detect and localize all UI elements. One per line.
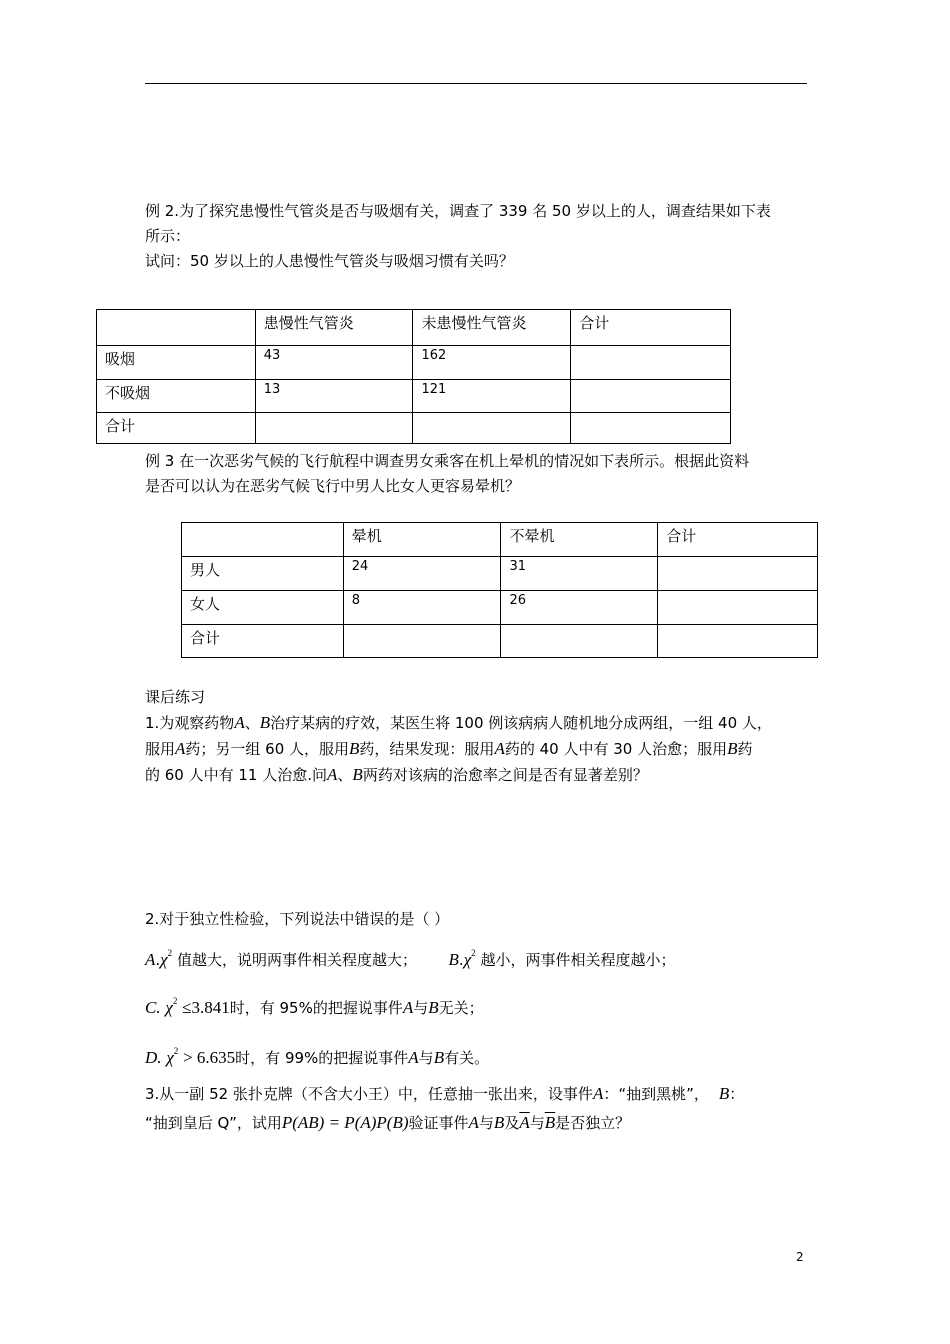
text: 两药对该病的治愈率之间是否有显著差别？: [362, 766, 648, 784]
text: 、: [244, 714, 260, 732]
table-cell: [571, 380, 731, 413]
math-value: > 6.635: [183, 1048, 236, 1067]
text: 药: [737, 740, 753, 758]
table-cell: 162: [413, 346, 571, 380]
math-symbol: A: [468, 1113, 479, 1132]
text: 服用: [145, 740, 176, 758]
text: 与: [418, 1049, 434, 1067]
text: 、: [337, 766, 353, 784]
text: ：“抽到黑桃”，: [603, 1085, 709, 1103]
table-cell: 合计: [182, 625, 344, 658]
q2-stem: 2.对于独立性检验，下列说法中错误的是（ ）: [145, 910, 450, 928]
math-symbol: A: [402, 998, 414, 1017]
table-row: [97, 346, 731, 380]
table-cell: 26: [501, 591, 658, 625]
table-row: [182, 591, 818, 625]
table-cell: 男人: [182, 557, 344, 591]
text: 越小，两事件相关程度越小；: [480, 951, 676, 969]
math-symbol: B: [349, 739, 360, 758]
example3-line2: 是否可以认为在恶劣气候飞行中男人比女人更容易晕机？: [145, 477, 521, 495]
smoking-table: [96, 309, 731, 444]
table-cell: [413, 413, 571, 444]
q3-line1: [145, 1083, 744, 1105]
superscript: 2: [173, 1046, 179, 1056]
math-symbol: A: [494, 739, 505, 758]
table-cell: [658, 591, 818, 625]
math-symbol-complement: $\overline{B}$: [544, 1113, 556, 1132]
formula: P(AB) = P(A)P(B): [281, 1113, 409, 1132]
chi-symbol: χ: [160, 950, 168, 969]
example2-line1: 例 2.为了探究患慢性气管炎是否与吸烟有关，调查了 339 名 50 岁以上的人，调查结果如下表: [145, 202, 771, 220]
superscript: 2: [471, 948, 476, 958]
text: 与: [478, 1114, 494, 1132]
text: 无关；: [438, 999, 484, 1017]
math-symbol: B: [718, 1084, 730, 1103]
text: 是否独立？: [555, 1114, 631, 1132]
table-cell: 24: [343, 557, 501, 591]
table-cell: 不晕机: [501, 523, 658, 557]
math-symbol: B: [727, 739, 738, 758]
example2-line3: 试问：50 岁以上的人患慢性气管炎与吸烟习惯有关吗？: [145, 252, 514, 270]
q2-option-d: [145, 1040, 489, 1069]
math-symbol: B: [352, 765, 363, 784]
airsick-table: [181, 522, 818, 658]
text: 时，有 95%的把握说事件: [229, 999, 403, 1017]
table-row: [182, 523, 818, 557]
math-symbol: A: [175, 739, 186, 758]
text: 的 60 人中有 11 人治愈.问: [145, 766, 328, 784]
superscript: 2: [172, 996, 178, 1006]
text: 治疗某病的疗效，某医生将 100 例该病病人随机地分成两组，一组 40 人，: [270, 714, 772, 732]
text: 与: [529, 1114, 545, 1132]
text: 时，有 99%的把握说事件: [235, 1049, 409, 1067]
math-symbol: B: [259, 713, 271, 732]
text: 验证事件: [408, 1114, 469, 1132]
table-cell: 女人: [182, 591, 344, 625]
table-row: [182, 625, 818, 658]
text: 值越大，说明两事件相关程度越大；: [176, 951, 417, 969]
table-cell: 43: [255, 346, 413, 380]
table-row: [97, 413, 731, 444]
option-label: B: [448, 950, 459, 969]
example2-line2: 所示：: [145, 227, 191, 245]
math-symbol: A: [234, 713, 245, 732]
option-label: D.: [145, 1048, 162, 1067]
chi-symbol: χ: [165, 998, 173, 1017]
header-rule: [145, 83, 807, 84]
math-value: ≤3.841: [182, 998, 230, 1017]
exercises-heading: 课后练习: [145, 688, 206, 706]
math-symbol-complement: $\overline{A}$: [519, 1113, 530, 1132]
q2-option-a-b: $A.\chi^2$ 值越大，说明两事件相关程度越大； $B.\chi^2$ 越小，两事件相关程度越小；: [145, 948, 676, 969]
table-cell: 13: [255, 380, 413, 413]
example3-line1: 例 3 在一次恶劣气候的飞行航程中调查男女乘客在机上晕机的情况如下表所示。根据此资料: [145, 452, 750, 470]
superscript: 2: [167, 948, 173, 958]
table-cell: 晕机: [343, 523, 501, 557]
text: 药，结果发现：服用: [359, 740, 495, 758]
table-cell: 患慢性气管炎: [255, 310, 413, 346]
math-symbol: B: [433, 1048, 445, 1067]
text: 有关。: [444, 1049, 490, 1067]
q3-line2: [145, 1112, 630, 1134]
table-cell: 31: [501, 557, 658, 591]
table-cell: 未患慢性气管炎: [413, 310, 571, 346]
table-cell: 合计: [571, 310, 731, 346]
table-cell: [255, 413, 413, 444]
table-row: [97, 310, 731, 346]
text: 3.从一副 52 张扑克牌（不含大小王）中，任意抽一张出来，设事件: [145, 1085, 593, 1103]
table-cell: [501, 625, 658, 658]
table-row: [97, 380, 731, 413]
table-cell: [571, 346, 731, 380]
math-symbol: B: [493, 1113, 505, 1132]
chi-symbol: χ: [166, 1048, 174, 1067]
text: ：: [729, 1085, 745, 1103]
table-cell: 合计: [97, 413, 256, 444]
chi-symbol: χ: [463, 950, 472, 969]
table-cell: 合计: [658, 523, 818, 557]
q1-line2: [145, 738, 752, 760]
math-symbol: A: [327, 765, 338, 784]
option-label: C.: [145, 998, 161, 1017]
math-symbol: A: [408, 1048, 419, 1067]
table-cell: [97, 310, 256, 346]
table-cell: 121: [413, 380, 571, 413]
math-symbol: A: [592, 1084, 604, 1103]
math-symbol: B: [428, 998, 439, 1017]
table-cell: [343, 625, 501, 658]
text: 及: [504, 1114, 520, 1132]
text: 与: [413, 999, 429, 1017]
table-cell: [658, 557, 818, 591]
table-cell: 吸烟: [97, 346, 256, 380]
table-cell: 8: [343, 591, 501, 625]
text: 1.为观察药物: [145, 714, 235, 732]
text: 药的 40 人中有 30 人治愈；服用: [504, 740, 728, 758]
table-cell: [182, 523, 344, 557]
table-cell: 不吸烟: [97, 380, 256, 413]
text: 药；另一组 60 人，服用: [185, 740, 350, 758]
table-cell: [658, 625, 818, 658]
option-label: A: [145, 950, 156, 969]
q1-line1: [145, 712, 772, 734]
table-row: [182, 557, 818, 591]
page-number: 2: [796, 1250, 804, 1264]
table-cell: [571, 413, 731, 444]
text: “抽到皇后 Q”，试用: [145, 1114, 282, 1132]
q1-line3: [145, 764, 648, 786]
q2-option-c: [145, 990, 484, 1019]
